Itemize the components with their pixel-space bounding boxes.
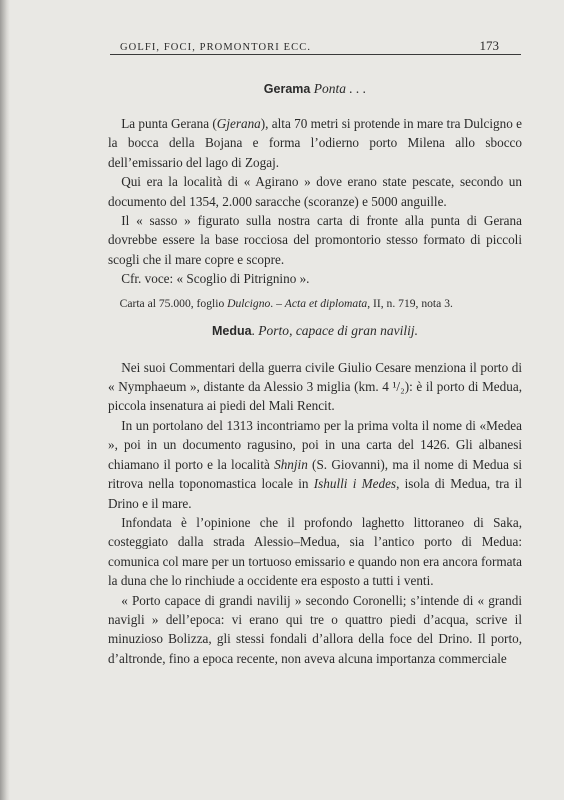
header-rule [110,54,521,55]
entry-title-medua: Medua [211,323,252,338]
paragraph-gerama-1: La punta Gerana (Gjerana), alta 70 metri si protende in mare tra Dulcigno e la bocca della Bojana e forma l’odierno porto Milena allo sbocco dell’emissario del lago di Zogaj. [108,116,522,170]
entry-title-gerama: Gerama [263,82,311,96]
page-body [108,80,522,668]
page-header [120,38,499,54]
page-edge-shadow [0,0,10,800]
note-gerama: Carta al 75.000, foglio Dulcigno. – Acta et diplomata, II, n. 719, nota 3. [119,296,453,310]
entry-subtitle-medua: Porto [258,322,290,338]
paragraph-medua-2: In un portolano del 1313 incontriamo per la prima volta il nome di «Medea », poi in un documento ragusino, poi in una carta del 1426. Gli albanesi chiamano il porto e la località Shnjin (S. Giovanni), ma il nome di Medua si ritrova nella toponomastica locale in Ishulli i Medes, isola di Medua, tra il Drino e il mare. [108,417,523,511]
paragraph-medua-1: Nei suoi Commentari della guerra civile Giulio Cesare menziona il porto di « Nymphaeum », distante da Alessio 3 miglia (km. 4 ¹/₂): è il porto di Medua, piccola insenatura ai piedi del Mali Rencit. [108,359,523,414]
entry-heading-medua: Medua. Porto, capace di gran navilij. [211,322,419,338]
page-number: 173 [479,38,499,53]
entry-subtitle-gerama: Ponta . . . [313,81,367,96]
entry-heading-gerama [108,80,522,98]
running-title: GOLFI, FOCI, PROMONTORI ECC. [120,42,312,53]
paragraph-gerama-3: Il « sasso » figurato sulla nostra carta di fronte alla punta di Gerana dovrebbe essere la base rocciosa del promontorio stesso formato di piccoli scogli che il mare copre e scopre. [108,213,522,267]
paragraph-medua-3: Infondata è l’opinione che il profondo laghetto littoraneo di Saka, costeggiato dalla strada Alessio–Medua, sia l’antico porto di Medua: comunica col mare per un tortuoso emissario e quando non era ancora formata la duna che lo rinchiude a occidente era esposto a tutti i venti. [108,514,522,589]
paragraph-gerama-2: Qui era la località di « Agirano » dove erano state pescate, secondo un documento del 1354, 2.000 saracche (scoranze) e 5000 anguille. [108,174,522,209]
paragraph-medua-4: « Porto capace di grandi navilij » secondo Coronelli; s’intende di « grandi navigli » dell’epoca: vi erano qui tre o quattro piedi d’acqua, scrive il minuzioso Bolizza, gli stessi fondali d’allora della foce del Drino. Il porto, d’altronde, fino a epoca recente, non aveva alcuna importanza commerciale [108,592,522,666]
paragraph-gerama-4: Cfr. voce: « Scoglio di Pitrignino ». [121,271,310,287]
